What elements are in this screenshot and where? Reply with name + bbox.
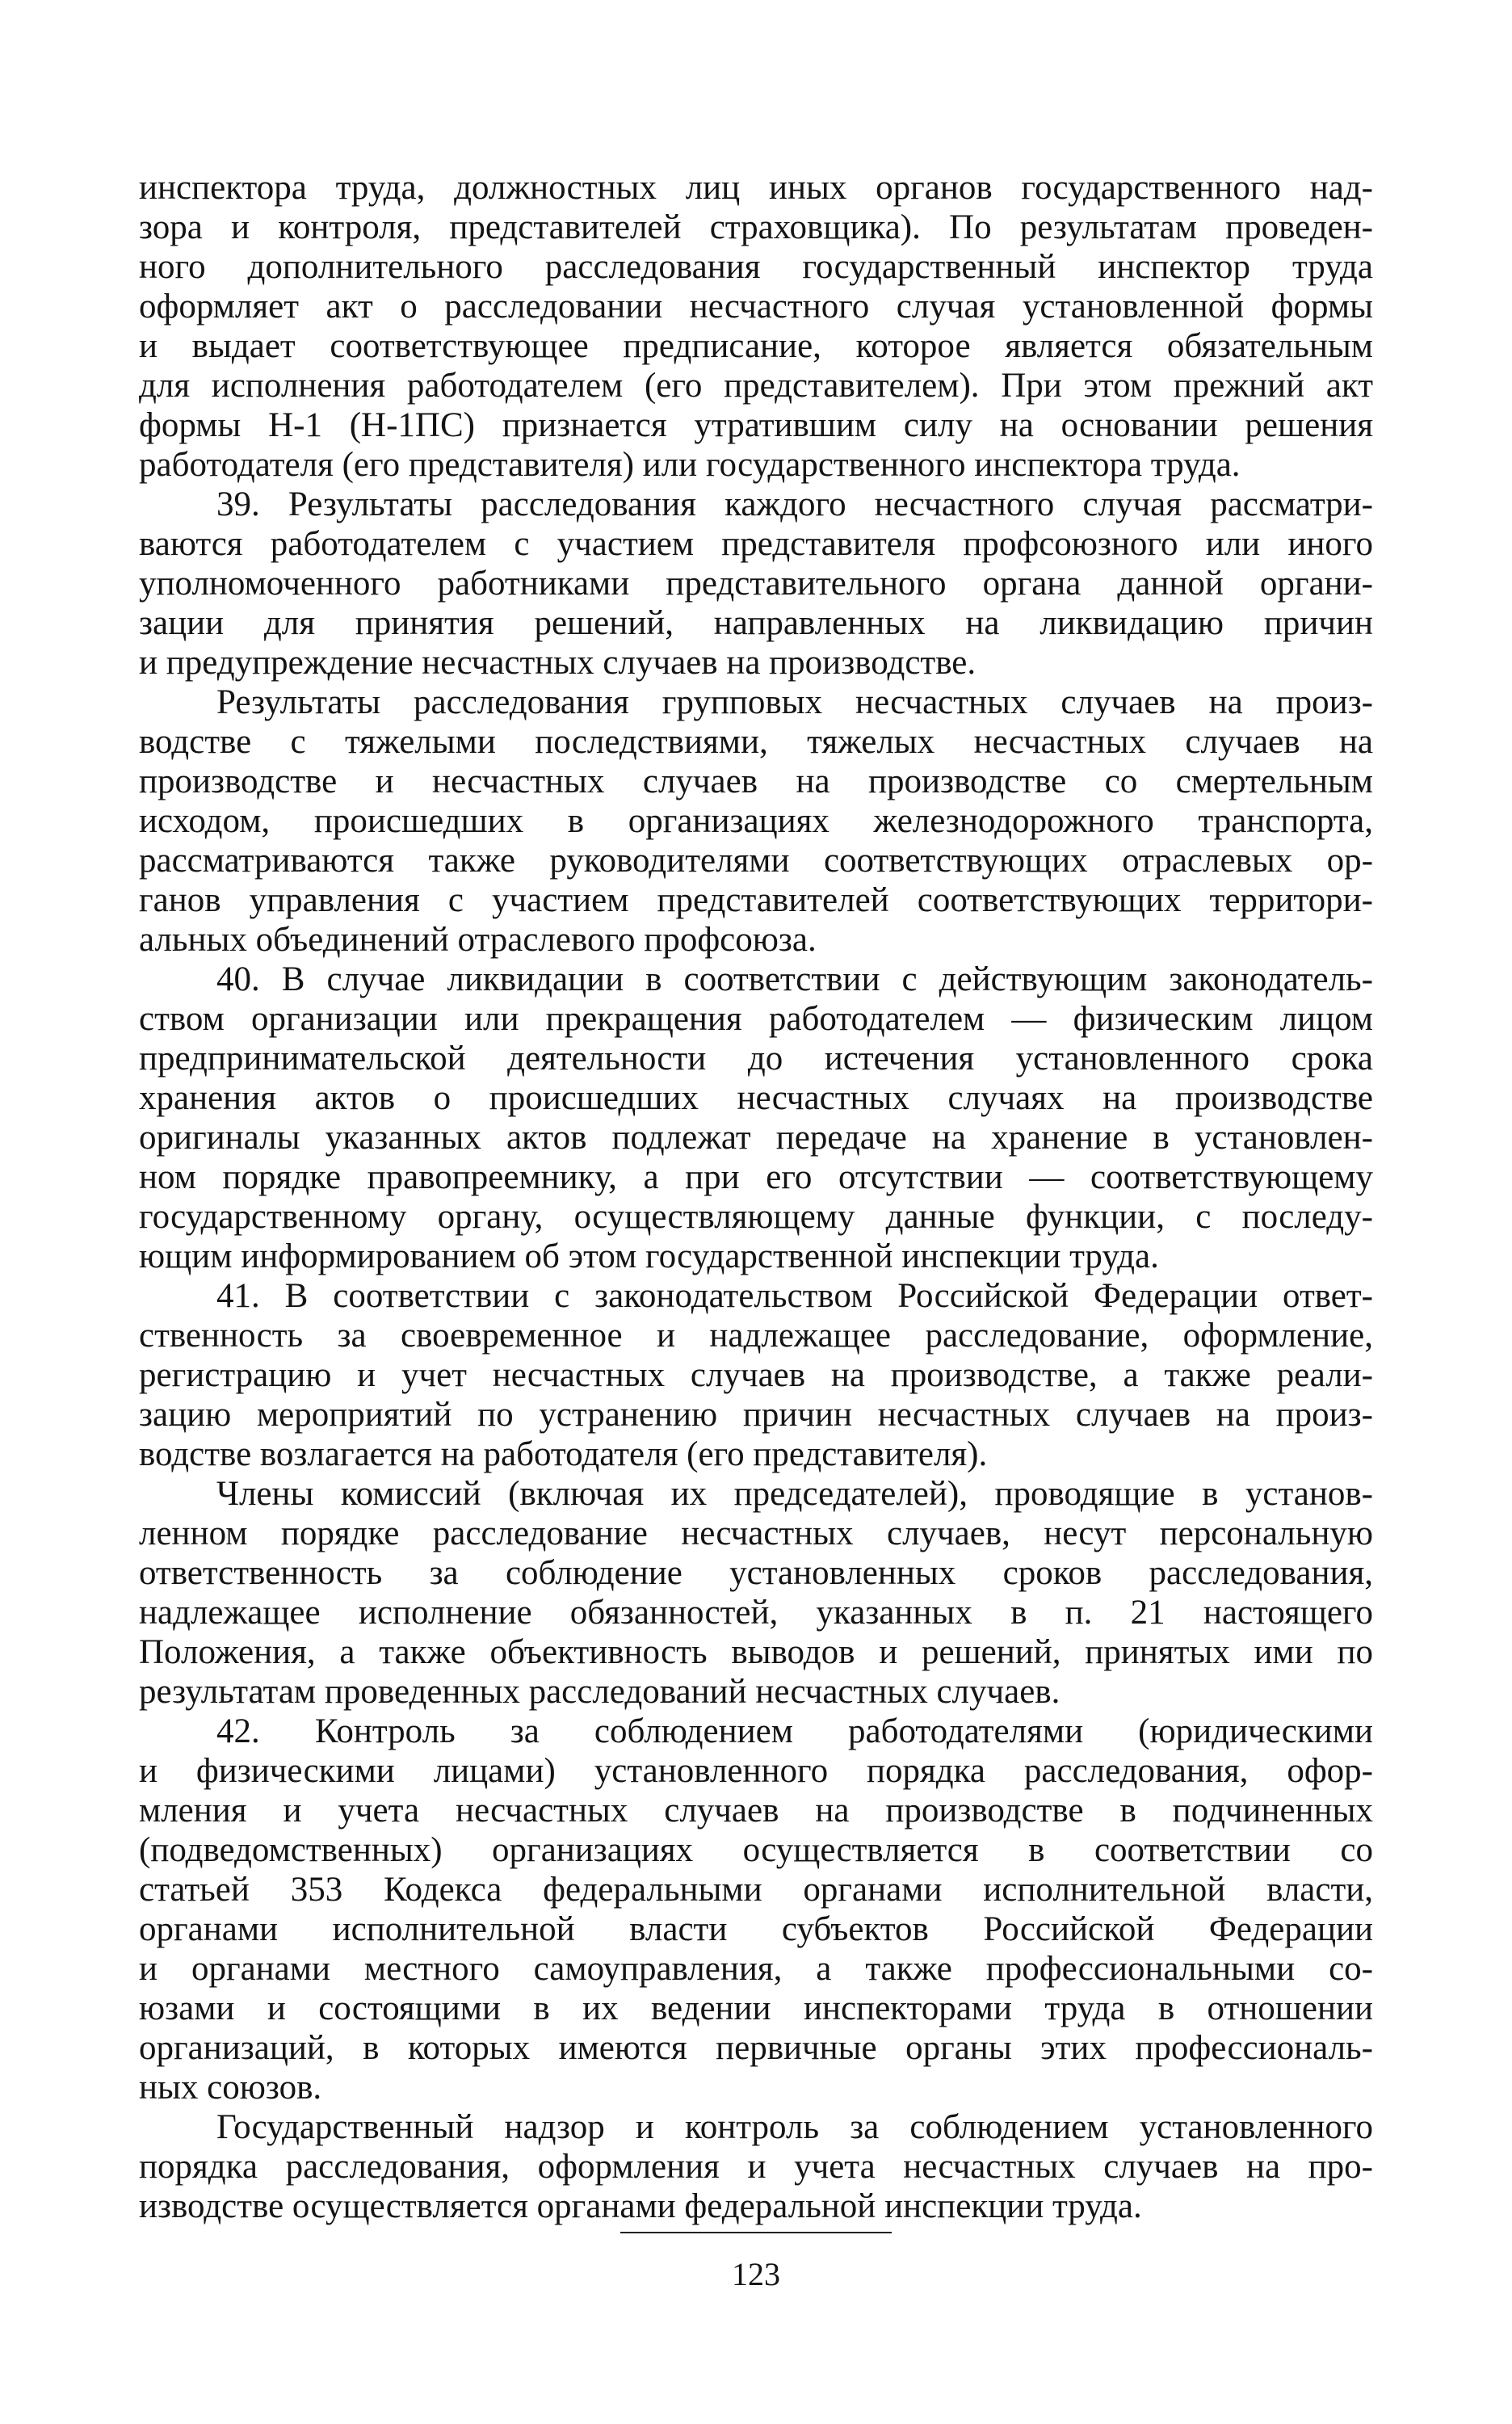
text-line: инспектора труда, должностных лиц иных органов государственного над- (139, 169, 1373, 207)
text-line: водстве с тяжелыми последствиями, тяжелых несчастных случаев на (139, 723, 1373, 761)
paragraph-41-start: 41. В соответствии с законодательством Российской Федерации ответ- (216, 1277, 1373, 1315)
document-body (139, 168, 1373, 2226)
text-line: органами исполнительной власти субъектов Российской Федерации (139, 1910, 1373, 1948)
text-line: работодателя (его представителя) или государственного инспектора труда. (139, 446, 1241, 484)
text-line: и физическими лицами) установленного порядка расследования, офор- (139, 1752, 1373, 1790)
text-line: и выдает соответствующее предписание, которое является обязательным (139, 327, 1373, 365)
text-line: результатам проведенных расследований несчастных случаев. (139, 1673, 1060, 1711)
text-line: исходом, происшедших в организациях железнодорожного транспорта, (139, 802, 1373, 840)
text-line: ного дополнительного расследования государственный инспектор труда (139, 248, 1373, 286)
text-line: организаций, в которых имеются первичные органы этих профессиональ- (139, 2029, 1373, 2067)
text-line: рассматриваются также руководителями соответствующих отраслевых ор- (139, 842, 1373, 880)
text-line: (подведомственных) организациях осуществляется в соответствии со (139, 1831, 1373, 1869)
paragraph-start: Результаты расследования групповых несчастных случаев на произ- (216, 683, 1373, 721)
text-line: ющим информированием об этом государственной инспекции труда. (139, 1237, 1159, 1275)
text-line: ганов управления с участием представителей соответствующих территори- (139, 881, 1373, 919)
text-line: предпринимательской деятельности до истечения установленного срока (139, 1040, 1373, 1078)
text-line: водстве возлагается на работодателя (его представителя). (139, 1435, 988, 1473)
text-line: ваются работодателем с участием представителя профсоюзного или иного (139, 525, 1373, 563)
text-line: ственность за своевременное и надлежащее расследование, оформление, (139, 1317, 1373, 1355)
text-line: статьей 353 Кодекса федеральными органами исполнительной власти, (139, 1871, 1373, 1909)
text-line: хранения актов о происшедших несчастных случаях на производстве (139, 1079, 1373, 1117)
text-line: оформляет акт о расследовании несчастного случая установленной формы (139, 288, 1373, 326)
text-line: и органами местного самоуправления, а также профессиональными со- (139, 1950, 1373, 1988)
page-number: 123 (732, 2256, 780, 2292)
text-line: альных объединений отраслевого профсоюза. (139, 921, 817, 959)
text-line: порядка расследования, оформления и учета несчастных случаев на про- (139, 2148, 1373, 2186)
text-line: Положения, а также объективность выводов и решений, принятых ими по (139, 1633, 1373, 1671)
page-number-divider (620, 2232, 892, 2233)
text-line: надлежащее исполнение обязанностей, указанных в п. 21 настоящего (139, 1594, 1373, 1632)
text-line: оригиналы указанных актов подлежат передаче на хранение в установлен- (139, 1119, 1373, 1157)
text-line: регистрацию и учет несчастных случаев на производстве, а также реали- (139, 1356, 1373, 1394)
text-line: формы Н-1 (Н-1ПС) признается утратившим силу на основании решения (139, 406, 1373, 444)
text-line: зации для принятия решений, направленных на ликвидацию причин (139, 604, 1373, 642)
paragraph-40-start: 40. В случае ликвидации в соответствии с действующим законодатель- (216, 960, 1373, 998)
text-line: уполномоченного работниками представительного органа данной органи- (139, 565, 1373, 603)
text-line: ленном порядке расследование несчастных случаев, несут персональную (139, 1514, 1373, 1552)
paragraph-39-start: 39. Результаты расследования каждого несчастного случая рассматри- (216, 485, 1373, 523)
text-line: ством организации или прекращения работодателем — физическим лицом (139, 1000, 1373, 1038)
text-line: и предупреждение несчастных случаев на производстве. (139, 644, 976, 682)
text-line: юзами и состоящими в их ведении инспекторами труда в отношении (139, 1989, 1373, 2027)
text-line: мления и учета несчастных случаев на производстве в подчиненных (139, 1792, 1373, 1830)
text-line: зацию мероприятий по устранению причин несчастных случаев на произ- (139, 1396, 1373, 1434)
paragraph-start: Члены комиссий (включая их председателей), проводящие в установ- (216, 1475, 1373, 1513)
text-line: ном порядке правопреемнику, а при его отсутствии — соответствующему (139, 1158, 1373, 1196)
paragraph-start: Государственный надзор и контроль за соблюдением установленного (216, 2108, 1373, 2146)
text-line: ных союзов. (139, 2069, 322, 2107)
text-line: для исполнения работодателем (его представителем). При этом прежний акт (139, 367, 1373, 405)
text-line: ответственность за соблюдение установленных сроков расследования, (139, 1554, 1373, 1592)
text-line: производстве и несчастных случаев на производстве со смертельным (139, 762, 1373, 800)
text-line: зора и контроля, представителей страховщика). По результатам проведен- (139, 208, 1373, 246)
text-line: изводстве осуществляется органами федеральной инспекции труда. (139, 2187, 1142, 2225)
text-line: государственному органу, осуществляющему данные функции, с последу- (139, 1198, 1373, 1236)
paragraph-42-start: 42. Контроль за соблюдением работодателями (юридическими (216, 1712, 1373, 1750)
